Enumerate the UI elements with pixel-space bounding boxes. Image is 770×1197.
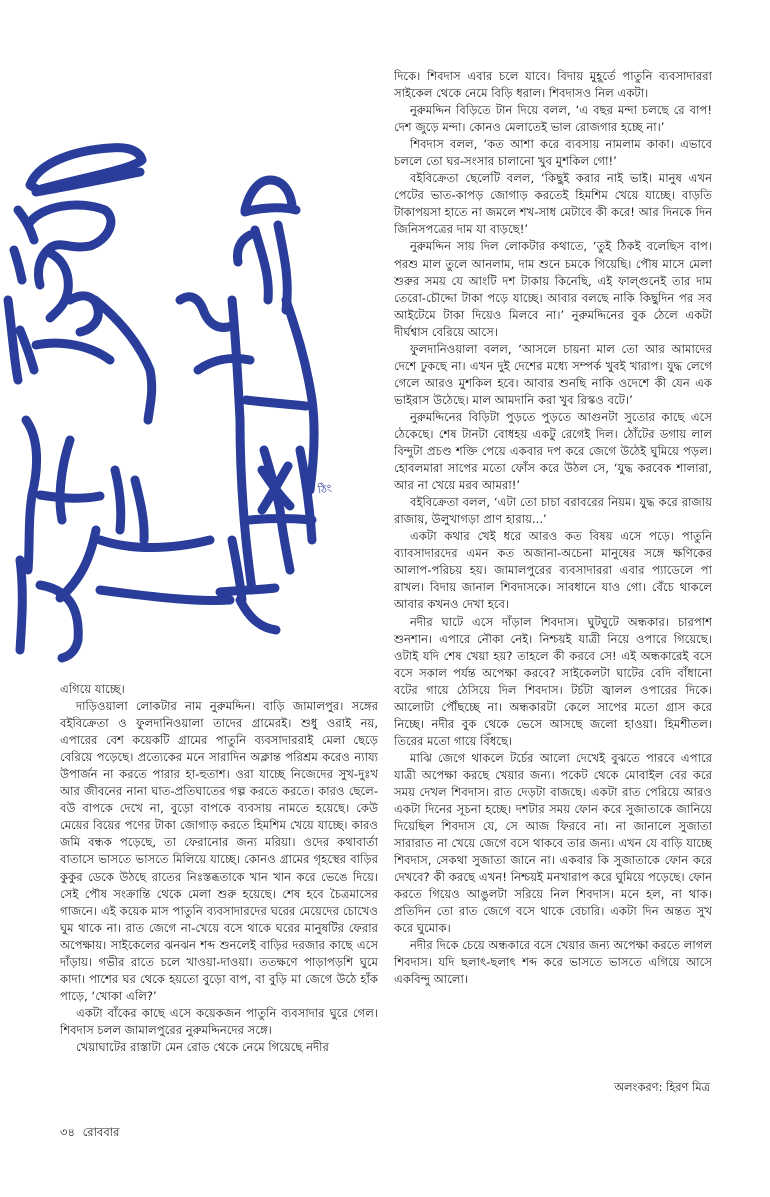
paragraph: মাঝি জেগে থাকলে টর্চের আলো দেখেই বুঝতে পারবে এপারে যাত্রী অপেক্ষা করছে খেয়ার জন্য। পকেট থেকে মোবাইল বের করে সময় দেখল শিবদাস। রাত দেড়টা বাজছে। একটা রাত পেরিয়ে আরও একটা দিনের সূচনা হচ্ছে। দশটার সময় ফোন করে সুজাতাকে জানিয়ে দিয়েছিল শিবদাস যে, সে আজ ফিরবে না। না জানালে সুজাতা সারারাত না খেয়ে জেগে বসে থাকবে তার জন্য। এখন যে বাড়ি যাচ্ছে শিবদাস, সেকথা সুজাতা জানে না। একবার কি সুজাতাকে ফোন করে দেখবে? কী করছে এখন! নিশ্চয়ই মনখারাপ করে ঘুমিয়ে পড়েছে। ফোন করতে গিয়েও আঙুলটা সরিয়ে নিল শিবদাস। মনে হল, না থাক। প্রতিদিন তো রাত জেগে বসে থাকে বেচারি। একটা দিন অন্তত সুখ করে ঘুমোক। <box>394 750 712 936</box>
paragraph: একটা কথার খেই ধরে আরও কত বিষয় এসে পড়ে। পাতুনি ব্যাবসাদারদের এমন কত অজানা-অচেনা মানুষের সঙ্গে ক্ষণিকের আলাপ-পরিচয় হয়। জামালপুরের ব্যবসাদাররা এবার প্যাডেলে পা রাখল। বিদায় জানাল শিবদাসকে। সাবধানে যাও গো। বেঁচে থাকলে আবার কখনও দেখা হবে। <box>394 529 712 612</box>
illustration-signature: ঠিং <box>317 481 333 497</box>
right-figure-body <box>180 297 232 328</box>
left-figure-body <box>8 300 34 380</box>
paragraph: দাড়িওয়ালা লোকটার নাম নুরুমদ্দিন। বাড়ি জামালপুর। সঙ্গের বইবিক্রেতা ও ফুলদানিওয়ালা তাদের গ্রামেরই। শুধু ওরাই নয়, এপারের বেশ কয়েকটি গ্রামের পাতুনি ব্যবসাদাররাই মেলা ছেড়ে বেরিয়ে পড়েছে। প্রত্যেকের মনে সারাদিন অক্লান্ত পরিশ্রম করেও ন্যায্য উপার্জন না করতে পারার হা-হুতাশ। ওরা যাচ্ছে নিজেদের সুখ-দুঃখ আর জীবনের নানা ঘাত-প্রতিঘাতের গল্প করতে করতে। কারও ছেলে-বউ বাপকে দেখে না, বুড়ো বাপকে ব্যবসায় নামতে হয়েছে। কেউ মেয়ের বিয়ের পণের টাকা জোগাড় করতে হিমশিম খেয়ে যাচ্ছে। কারও জমি বন্ধক পড়েছে, তা ফেরানোর জন্য মরিয়া। ওদের কথাবার্তা বাতাসে ভাসতে ভাসতে মিলিয়ে যাচ্ছে। কোনও গ্রামের গৃহস্থের বাড়ির কুকুর ডেকে উঠছে রাতের নিঃস্তব্ধতাকে খান খান করে ভেঙে দিয়ে। সেই পৌষ সংক্রান্তি থেকে মেলা শুরু হয়েছে। শেষ হবে চৈত্রমাসের গাজনে। এই কয়েক মাস পাতুনি ব্যবসাদারদের ঘরের মেয়েদের চোখেও ঘুম থাকে না। রাত জেগে না-খেয়ে বসে থাকে ঘরের মানুষটির ফেরার অপেক্ষায়। সাইকেলের ঝনঝন শব্দ শুনলেই বাড়ির দরজার কাছে এসে দাঁড়ায়। গভীর রাতে চলে খাওয়া-দাওয়া। ততক্ষণে পাড়াপড়শি ঘুমে কাদা। পাশের ঘর থেকে হয়তো বুড়ো বাপ, বা বুড়ি মা জেগে উঠে হাঁক পাড়ে, ‘খোকা এলি?’ <box>60 699 378 1003</box>
paragraph: একটা বাঁকের কাছে এসে কয়েকজন পাতুনি ব্যবসাদার ঘুরে গেল। শিবদাস চলল জামালপুরের নুরুমদ্দিনদের সঙ্গে। <box>60 1005 378 1037</box>
paragraph: নুরুমদ্দিন সায় দিল লোকটার কথাতে, ‘তুই ঠিকই বলেছিস বাপ। পরশু মাল তুলে আনলাম, দাম শুনে চমকে গিয়েছি। পৌষ মাসে মেলা শুরুর সময় যে আংটি দশ টাকায় কিনেছি, এই ফাল্গুনেই তার দাম তেরো-চৌদ্দো টাকা পড়ে যাচ্ছে। আবার বলছে নাকি কিছুদিন পর সব আইটেমে টাকা দিয়েও মিলবে না।’ নুরুমদ্দিনের বুক ঠেলে একটা দীর্ঘশ্বাস বেরিয়ে আসে। <box>394 239 712 339</box>
right-figure-hat <box>245 180 296 212</box>
paragraph: নদীর ঘাটে এসে দাঁড়াল শিবদাস। ঘুটঘুটে অন্ধকার। চারপাশ শুনশান। এপারে নৌকা নেই। নিশ্চয়ই যাত্রী নিয়ে ওপারে গিয়েছে। ওটাই যদি শেষ খেয়া হয়? তাহলে কী করবে সে! এই অন্ধকারেই বসে বসে সকাল পর্যন্ত অপেক্ষা করবে? সাইকেলটা ঘাটের বেদি বাঁধানো বটের গায়ে ঠেসিয়ে দিল শিবদাস। টর্চটা জ্বালল ওপারের দিকে। আলোটা পৌঁছচ্ছে না। অন্ধকারটা কেলে সাপের মতো গ্রাস করে নিচ্ছে। নদীর বুক থেকে ভেসে আসছে জলো হাওয়া। হিমশীতল। তিরের মতো গায়ে বিঁধছে। <box>394 614 712 748</box>
paragraph: ফুলদানিওয়ালা বলল, ‘আসলে চায়না মাল তো আর আমাদের দেশে ঢুকছে না। এখন দুই দেশের মধ্যে সম্পর্ক খুবই খারাপ। যুদ্ধ লেগে গেলে আরও মুশকিল হবে। আবার শুনছি নাকি ওদেশে কী যেন এক ভাইরাস উঠেছে। মাল আমদানি করা খুব রিস্কও বটে।’ <box>394 341 712 407</box>
paragraph: খেয়াঘাটের রাস্তাটা মেন রোড থেকে নেমে গিয়েছে নদীর <box>76 1039 329 1054</box>
paragraph: নুরুমদ্দিন বিড়িতে টান দিয়ে বলল, ‘এ বছর মন্দা চলছে রে বাপ! দেশ জুড়ে মন্দা। কোনও মেলাতেই ভাল রোজগার হচ্ছে না।’ <box>394 103 712 135</box>
section-name: রোববার <box>82 1125 120 1139</box>
line-art-illustration <box>0 0 376 670</box>
article-column-left <box>60 681 378 1056</box>
paragraph: দিকে। শিবদাস এবার চলে যাবে। বিদায় মুহূর্তে পাতুনি ব্যবসাদাররা সাইকেল থেকে নেমে বিড়ি ধরাল। শিবদাসও নিল একটা। <box>394 69 712 101</box>
paragraph: নদীর দিকে চেয়ে অন্ধকারে বসে খেয়ার জন্য অপেক্ষা করতে লাগল শিবদাস। যদি ছলাৎ-ছলাৎ শব্দ করে ভাসতে ভাসতে এগিয়ে আসে একবিন্দু আলো। <box>394 938 712 987</box>
paragraph: শিবদাস বলল, ‘কত আশা করে ব্যবসায় নামলাম কাকা। এভাবে চললে তো ঘর-সংসার চালানো খুব মুশকিল গো!’ <box>394 137 712 169</box>
paragraph: নুরুমদ্দিনের বিড়িটা পুড়তে পুড়তে আগুনটা সুতোর কাছে এসে ঠেকেছে। শেষ টানটা বোধহয় একটু রেগেই দিল। ঠোঁটের ডগায় লাল বিন্দুটা প্রচণ্ড শক্তি পেয়ে একবার দপ করে জেগে উঠেই ঘুমিয়ে পড়ল। হোবলমারা সাপের মতো ফোঁস করে উঠল সে, ‘যুদ্ধ করবেক শালারা, আর না খেয়ে মরব আমরা!’ <box>394 409 712 493</box>
paragraph: বইবিক্রেতা ছেলেটি বলল, ‘কিছুই করার নাই ভাই। মানুষ এখন পেটের ভাত-কাপড় জোগাড় করতেই হিমশিম খেয়ে যাচ্ছে। বাড়তি টাকাপয়সা হাতে না জমলে শখ-সাধ মেটাবে কী করে! আর দিনকে দিন জিনিসপত্রের দাম যা বাড়ছে!’ <box>394 171 712 237</box>
page-number: ৩৪ <box>60 1125 75 1139</box>
illustration-credit: অলংকরণ: হিরণ মিত্র <box>614 1080 710 1094</box>
paragraph: বইবিক্রেতা বলল, ‘এটা তো চাচা বরাবরের নিয়ম। যুদ্ধ করে রাজায় রাজায়, উলুখাগড়া প্রাণ হারায়...’ <box>394 495 712 527</box>
page-footer <box>60 1124 119 1143</box>
paragraph: এগিয়ে যাচ্ছে। <box>60 682 125 696</box>
article-column-right <box>394 68 712 989</box>
